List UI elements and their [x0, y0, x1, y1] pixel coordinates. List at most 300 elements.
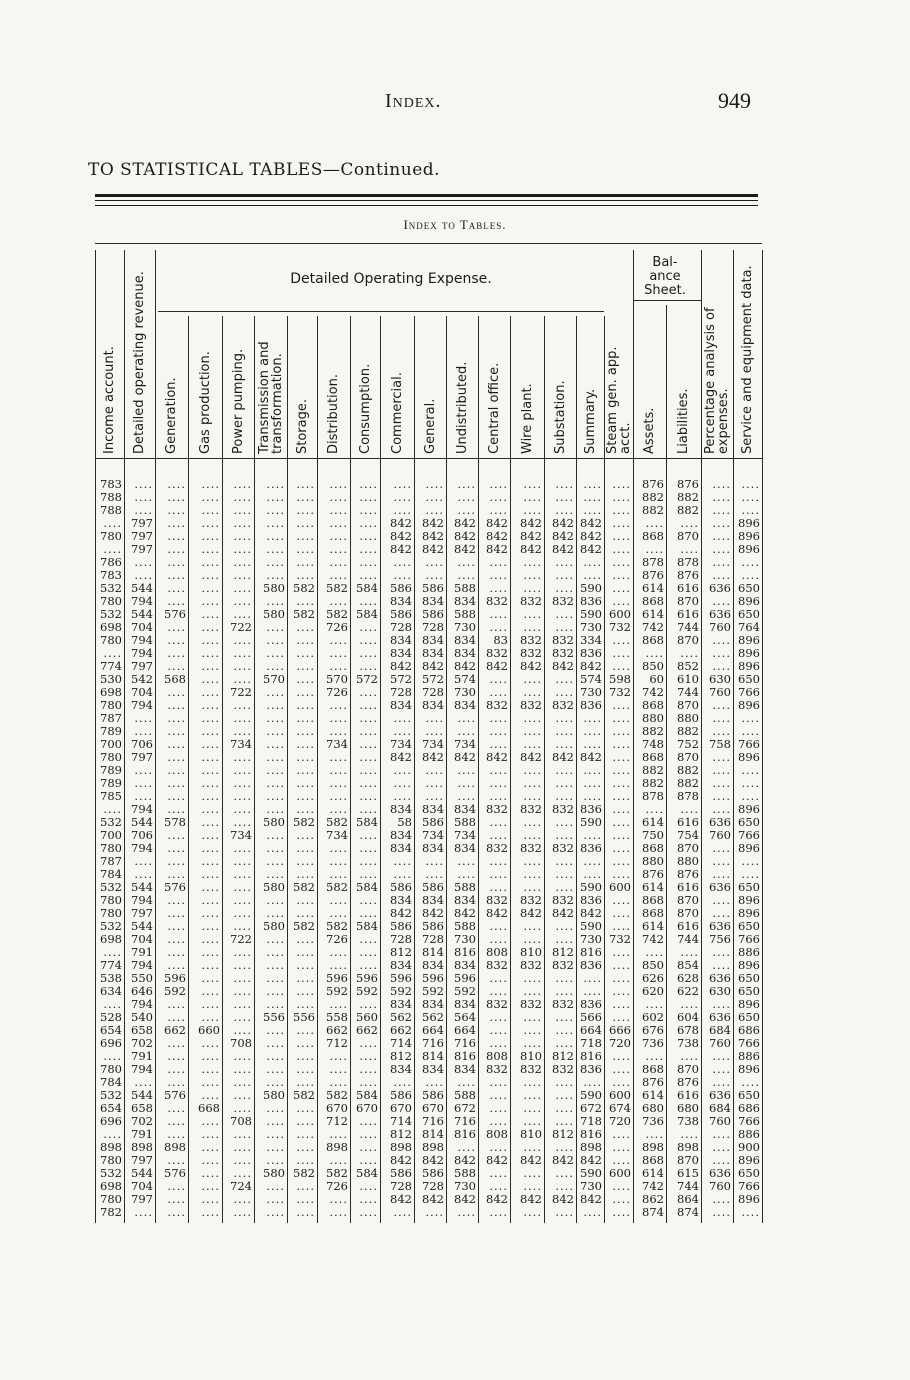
table-cell: 834 — [422, 894, 444, 907]
table-cell: .... — [233, 1050, 252, 1063]
table-cell: .... — [359, 634, 378, 647]
table-cell: .... — [201, 803, 220, 816]
table-cell: .... — [712, 647, 731, 660]
table-cell: 760 — [709, 621, 731, 634]
table-cell: .... — [712, 1206, 731, 1219]
table-cell: 797 — [131, 1193, 153, 1206]
table-cell: .... — [266, 907, 285, 920]
table-cell: 736 — [642, 1037, 664, 1050]
table-cell: .... — [296, 933, 315, 946]
table-cell: .... — [296, 504, 315, 517]
table-cell: 842 — [552, 1193, 574, 1206]
table-cell: 636 — [709, 1167, 731, 1180]
table-cell: 728 — [390, 933, 412, 946]
table-cell: 586 — [422, 920, 444, 933]
table-cell: .... — [266, 660, 285, 673]
table-cell: .... — [712, 1141, 731, 1154]
table-cell: .... — [612, 569, 631, 582]
table-cell: 580 — [263, 881, 285, 894]
table-cell: .... — [359, 998, 378, 1011]
table-cell: .... — [612, 920, 631, 933]
table-cell: 832 — [520, 842, 542, 855]
table-cell: .... — [134, 1076, 153, 1089]
table-cell: .... — [523, 608, 542, 621]
table-cell: .... — [489, 1206, 508, 1219]
table-cell: 712 — [326, 1115, 348, 1128]
table-cell: 658 — [131, 1102, 153, 1115]
table-cell: .... — [489, 855, 508, 868]
table-cell: .... — [329, 1128, 348, 1141]
table-cell: 842 — [422, 751, 444, 764]
table-cell: .... — [296, 712, 315, 725]
table-cell: .... — [359, 933, 378, 946]
table-cell: .... — [329, 634, 348, 647]
table-cell: 588 — [454, 816, 476, 829]
table-cell: .... — [296, 777, 315, 790]
table-cell: 730 — [454, 1180, 476, 1193]
table-cell: 580 — [263, 1167, 285, 1180]
table-cell: 592 — [454, 985, 476, 998]
table-cell: 662 — [326, 1024, 348, 1037]
table-cell: .... — [167, 1128, 186, 1141]
table-cell: 832 — [552, 647, 574, 660]
table-cell: .... — [555, 1115, 574, 1128]
table-cell: .... — [329, 751, 348, 764]
table-cell: .... — [329, 959, 348, 972]
table-cell: .... — [425, 855, 444, 868]
table-cell: 614 — [642, 816, 664, 829]
table-cell: 700 — [100, 829, 122, 842]
table-cell: .... — [457, 855, 476, 868]
table-cell: .... — [233, 855, 252, 868]
table-cell: .... — [555, 1024, 574, 1037]
table-cell: .... — [457, 569, 476, 582]
table-cell: .... — [359, 1050, 378, 1063]
table-cell: 586 — [422, 1167, 444, 1180]
table-cell: 600 — [609, 1089, 631, 1102]
table-cell: .... — [612, 764, 631, 777]
table-cell: .... — [233, 543, 252, 556]
table-cell: 650 — [738, 985, 760, 998]
table-cell: 580 — [263, 816, 285, 829]
table-cell: 576 — [164, 1167, 186, 1180]
table-cell: .... — [645, 517, 664, 530]
table-cell: 586 — [422, 582, 444, 595]
table-cell: 750 — [642, 829, 664, 842]
table-cell: .... — [489, 1167, 508, 1180]
table-cell: .... — [457, 504, 476, 517]
table-cell: 876 — [677, 569, 699, 582]
table-cell: .... — [555, 1011, 574, 1024]
column-header-6: Storage. — [294, 399, 310, 454]
table-cell: 814 — [422, 946, 444, 959]
table-cell: 582 — [326, 608, 348, 621]
table-cell: 794 — [131, 803, 153, 816]
table-cell: 870 — [677, 1154, 699, 1167]
table-cell: 666 — [609, 1024, 631, 1037]
table-cell: .... — [167, 712, 186, 725]
table-cell: .... — [359, 738, 378, 751]
table-cell: 900 — [738, 1141, 760, 1154]
table-cell: .... — [712, 569, 731, 582]
table-cell: .... — [425, 764, 444, 777]
table-cell: 808 — [486, 1128, 508, 1141]
table-cell: 654 — [100, 1102, 122, 1115]
table-cell: .... — [233, 1063, 252, 1076]
table-cell: .... — [266, 946, 285, 959]
table-cell: 868 — [642, 1154, 664, 1167]
table-cell: .... — [393, 556, 412, 569]
table-cell: .... — [233, 1206, 252, 1219]
table-cell: .... — [233, 959, 252, 972]
table-cell: .... — [329, 998, 348, 1011]
table-cell: 834 — [454, 1063, 476, 1076]
table-cell: 896 — [738, 751, 760, 764]
table-cell: .... — [296, 907, 315, 920]
table-cell: 882 — [642, 491, 664, 504]
table-cell: .... — [329, 777, 348, 790]
table-cell: .... — [296, 478, 315, 491]
table-cell: .... — [645, 1050, 664, 1063]
table-cell: .... — [555, 608, 574, 621]
table-cell: 588 — [454, 1089, 476, 1102]
table-cell: .... — [712, 517, 731, 530]
column-header-19: Percentage analysis of expenses. — [703, 307, 731, 454]
table-cell: 870 — [677, 894, 699, 907]
table-cell: .... — [329, 1193, 348, 1206]
table-cell: 870 — [677, 595, 699, 608]
table-cell: .... — [523, 1089, 542, 1102]
table-cell: 582 — [293, 608, 315, 621]
table-cell: 742 — [642, 933, 664, 946]
table-cell: 532 — [100, 881, 122, 894]
table-cell: .... — [393, 504, 412, 517]
table-cell: .... — [233, 998, 252, 1011]
table-cell: .... — [296, 998, 315, 1011]
table-cell: .... — [712, 803, 731, 816]
table-cell: 842 — [454, 1154, 476, 1167]
table-cell: 896 — [738, 1063, 760, 1076]
table-cell: .... — [201, 1193, 220, 1206]
column-header-4: Power pumping. — [230, 348, 246, 454]
table-cell: 832 — [552, 1063, 574, 1076]
table-cell: 832 — [520, 699, 542, 712]
table-cell: 600 — [609, 1167, 631, 1180]
table-cell: 794 — [131, 842, 153, 855]
table-cell: .... — [612, 998, 631, 1011]
table-cell: .... — [489, 777, 508, 790]
table-cell: 588 — [454, 881, 476, 894]
table-cell: 592 — [326, 985, 348, 998]
group-label-detailed-operating-expense: Detailed Operating Expense. — [290, 271, 492, 287]
table-cell: 532 — [100, 920, 122, 933]
table-cell: 616 — [677, 582, 699, 595]
table-cell: .... — [741, 569, 760, 582]
table-cell: 874 — [642, 1206, 664, 1219]
table-cell: 572 — [356, 673, 378, 686]
table-cell: 898 — [580, 1141, 602, 1154]
table-cell: .... — [359, 478, 378, 491]
table-cell: .... — [612, 1128, 631, 1141]
table-cell: 898 — [390, 1141, 412, 1154]
table-cell: .... — [201, 959, 220, 972]
table-cell: .... — [612, 946, 631, 959]
table-cell: .... — [167, 491, 186, 504]
table-cell: .... — [712, 660, 731, 673]
table-cell: .... — [167, 920, 186, 933]
continued-heading: TO STATISTICAL TABLES—Continued. — [88, 160, 441, 180]
table-cell: .... — [680, 946, 699, 959]
table-cell: 558 — [326, 1011, 348, 1024]
table-cell: .... — [645, 543, 664, 556]
table-cell: .... — [555, 855, 574, 868]
table-cell: .... — [612, 972, 631, 985]
table-cell: 896 — [738, 543, 760, 556]
table-cell: .... — [425, 1206, 444, 1219]
table-cell: .... — [555, 725, 574, 738]
table-cell: 814 — [422, 1050, 444, 1063]
table-cell: .... — [296, 842, 315, 855]
table-cell: .... — [583, 764, 602, 777]
table-cell: .... — [555, 790, 574, 803]
table-cell: 842 — [520, 660, 542, 673]
table-cell: .... — [233, 608, 252, 621]
table-cell: 544 — [131, 816, 153, 829]
table-cell: 842 — [520, 543, 542, 556]
table-cell: 780 — [100, 1154, 122, 1167]
table-cell: .... — [134, 790, 153, 803]
table-cell: 882 — [677, 504, 699, 517]
table-cell: 896 — [738, 530, 760, 543]
table-cell: 650 — [738, 608, 760, 621]
table-cell: .... — [645, 803, 664, 816]
table-cell: 728 — [390, 686, 412, 699]
table-cell: .... — [457, 556, 476, 569]
table-cell: .... — [457, 790, 476, 803]
table-cell: 882 — [677, 764, 699, 777]
table-cell: .... — [612, 1050, 631, 1063]
table-cell: 870 — [677, 699, 699, 712]
table-cell: .... — [266, 1206, 285, 1219]
table-cell: .... — [233, 1167, 252, 1180]
table-cell: .... — [266, 842, 285, 855]
table-cell: 842 — [520, 1193, 542, 1206]
table-cell: 774 — [100, 959, 122, 972]
table-cell: .... — [329, 842, 348, 855]
table-cell: .... — [583, 491, 602, 504]
column-header-17: Assets. — [642, 407, 657, 454]
table-cell: 794 — [131, 998, 153, 1011]
table-cell: .... — [425, 478, 444, 491]
table-cell: 832 — [520, 595, 542, 608]
table-cell: .... — [741, 777, 760, 790]
table-cell: 834 — [390, 647, 412, 660]
table-cell: .... — [266, 569, 285, 582]
table-cell: .... — [523, 1167, 542, 1180]
table-cell: .... — [612, 1180, 631, 1193]
table-cell: .... — [359, 517, 378, 530]
table-cell: .... — [741, 491, 760, 504]
table-cell: .... — [201, 1128, 220, 1141]
table-cell: 880 — [642, 855, 664, 868]
table-cell: 566 — [580, 1011, 602, 1024]
table-cell: .... — [201, 1076, 220, 1089]
table-cell: .... — [329, 894, 348, 907]
table-cell: 842 — [454, 751, 476, 764]
table-cell: .... — [359, 946, 378, 959]
table-cell: 816 — [580, 1128, 602, 1141]
table-cell: .... — [296, 829, 315, 842]
table-cell: 698 — [100, 933, 122, 946]
table-cell: 712 — [326, 1037, 348, 1050]
table-cell: 842 — [454, 530, 476, 543]
table-cell: 880 — [642, 712, 664, 725]
table-cell: .... — [523, 686, 542, 699]
table-cell: 842 — [390, 530, 412, 543]
table-cell: 791 — [131, 1050, 153, 1063]
table-cell: 580 — [263, 920, 285, 933]
table-cell: 568 — [164, 673, 186, 686]
table-cell: .... — [134, 777, 153, 790]
table-cell: 868 — [642, 751, 664, 764]
table-cell: 788 — [100, 504, 122, 517]
table-cell: .... — [741, 790, 760, 803]
table-cell: 704 — [131, 1180, 153, 1193]
table-cell: 896 — [738, 907, 760, 920]
table-cell: 698 — [100, 621, 122, 634]
table-cell: 704 — [131, 933, 153, 946]
table-cell: 836 — [580, 699, 602, 712]
column-header-5: Transmission and transformation. — [256, 341, 285, 454]
table-cell: .... — [555, 868, 574, 881]
table-cell: 868 — [642, 842, 664, 855]
table-cell: 797 — [131, 751, 153, 764]
table-cell: .... — [712, 1063, 731, 1076]
table-cell: .... — [329, 1076, 348, 1089]
table-cell: .... — [296, 959, 315, 972]
column-rule-21 — [762, 250, 763, 1223]
table-cell: .... — [167, 1076, 186, 1089]
table-cell: .... — [296, 790, 315, 803]
table-cell: .... — [612, 829, 631, 842]
table-cell: .... — [296, 972, 315, 985]
table-cell: 832 — [486, 699, 508, 712]
table-cell: 728 — [390, 621, 412, 634]
table-cell: 730 — [454, 621, 476, 634]
table-cell: .... — [555, 556, 574, 569]
table-cell: .... — [266, 1193, 285, 1206]
table-cell: .... — [359, 751, 378, 764]
table-cell: 596 — [454, 972, 476, 985]
table-cell: 810 — [520, 946, 542, 959]
table-cell: 808 — [486, 1050, 508, 1063]
column-header-0: Income account. — [102, 346, 117, 454]
table-cell: .... — [583, 985, 602, 998]
table-cell: 584 — [356, 920, 378, 933]
table-cell: .... — [233, 712, 252, 725]
table-cell: 636 — [709, 1011, 731, 1024]
table-cell: .... — [201, 1115, 220, 1128]
table-cell: 582 — [326, 816, 348, 829]
table-cell: .... — [555, 1037, 574, 1050]
table-cell: 760 — [709, 1180, 731, 1193]
table-cell: 876 — [677, 868, 699, 881]
table-cell: .... — [266, 1076, 285, 1089]
table-cell: .... — [201, 920, 220, 933]
table-cell: .... — [201, 829, 220, 842]
table-cell: .... — [712, 1154, 731, 1167]
table-cell: .... — [296, 1180, 315, 1193]
table-cell: .... — [523, 1141, 542, 1154]
table-cell: .... — [712, 842, 731, 855]
table-cell: .... — [167, 790, 186, 803]
table-cell: .... — [393, 712, 412, 725]
table-cell: 615 — [677, 1167, 699, 1180]
table-cell: .... — [296, 1128, 315, 1141]
table-cell: 584 — [356, 608, 378, 621]
table-cell: .... — [296, 1193, 315, 1206]
table-cell: 586 — [390, 1089, 412, 1102]
table-cell: 816 — [454, 946, 476, 959]
table-cell: .... — [583, 712, 602, 725]
table-cell: 758 — [709, 738, 731, 751]
table-cell: 580 — [263, 582, 285, 595]
table-cell: 832 — [552, 634, 574, 647]
table-cell: .... — [489, 556, 508, 569]
table-cell: 780 — [100, 907, 122, 920]
table-cell: .... — [583, 829, 602, 842]
table-cell: 842 — [552, 530, 574, 543]
table-cell: 586 — [390, 881, 412, 894]
table-cell: .... — [233, 517, 252, 530]
table-cell: 834 — [390, 595, 412, 608]
table-cell: .... — [167, 855, 186, 868]
table-cell: 664 — [422, 1024, 444, 1037]
table-cell: 684 — [709, 1024, 731, 1037]
table-cell: .... — [555, 491, 574, 504]
table-cell: .... — [233, 1141, 252, 1154]
table-cell: .... — [712, 725, 731, 738]
table-cell: 650 — [738, 972, 760, 985]
table-cell: .... — [296, 1037, 315, 1050]
table-cell: .... — [329, 569, 348, 582]
table-cell: .... — [296, 1050, 315, 1063]
table-cell: 744 — [677, 933, 699, 946]
table-cell: 592 — [422, 985, 444, 998]
table-cell: 878 — [677, 556, 699, 569]
table-cell: 672 — [580, 1102, 602, 1115]
table-cell: 812 — [552, 946, 574, 959]
table-cell: 842 — [390, 517, 412, 530]
table-cell: .... — [201, 1180, 220, 1193]
table-cell: .... — [233, 907, 252, 920]
table-cell: 650 — [738, 1089, 760, 1102]
table-cell: .... — [555, 478, 574, 491]
table-cell: .... — [201, 686, 220, 699]
table-cell: .... — [167, 582, 186, 595]
table-cell: 616 — [677, 816, 699, 829]
table-cell: .... — [296, 556, 315, 569]
table-cell: .... — [523, 933, 542, 946]
table-cell: 716 — [422, 1037, 444, 1050]
table-cell: .... — [645, 647, 664, 660]
table-cell: .... — [296, 985, 315, 998]
table-cell: 734 — [422, 829, 444, 842]
table-cell: .... — [359, 725, 378, 738]
table-cell: 542 — [131, 673, 153, 686]
table-cell: .... — [555, 686, 574, 699]
table-cell: .... — [489, 790, 508, 803]
